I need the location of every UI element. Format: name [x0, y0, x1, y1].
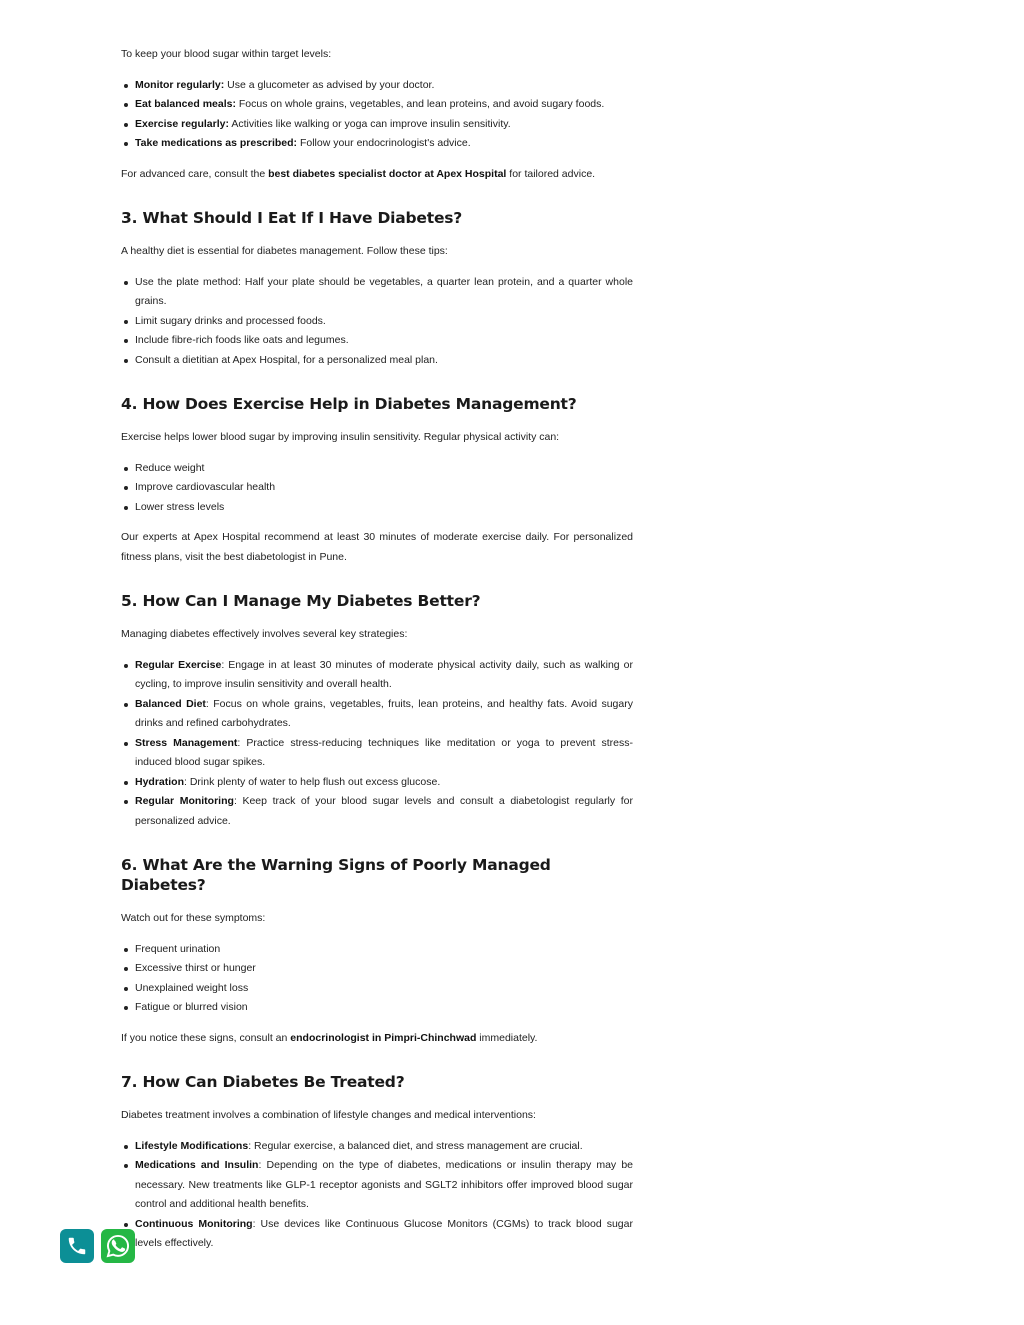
section-closing: If you notice these signs, consult an endocrinologist in Pimpri-Chinchwad immediately.	[121, 1031, 538, 1044]
list-item: Continuous Monitoring: Use devices like Continuous Glucose Monitors (CGMs) to track blood sugar levels effectively.	[135, 1215, 633, 1254]
list-item: Lower stress levels	[135, 498, 633, 518]
section-lead: Watch out for these symptoms:	[121, 912, 266, 924]
section-lead: Exercise helps lower blood sugar by improving insulin sensitivity. Regular physical activity can:	[121, 431, 560, 443]
whatsapp-button[interactable]	[101, 1229, 135, 1263]
diet-tips-list	[121, 273, 633, 371]
list-item: Excessive thirst or hunger	[135, 959, 633, 979]
list-item: Frequent urination	[135, 940, 633, 960]
specialist-link[interactable]: best diabetes specialist doctor at Apex Hospital	[268, 167, 507, 180]
list-item: Regular Monitoring: Keep track of your blood sugar levels and consult a diabetologist regularly for personalized advice.	[135, 792, 633, 831]
list-item: Medications and Insulin: Depending on the type of diabetes, medications or insulin therapy may be necessary. New treatments like GLP-1 receptor agonists and SGLT2 inhibitors offer improved blood sugar control and additional health benefits.	[135, 1156, 633, 1215]
list-item: Exercise regularly: Activities like walking or yoga can improve insulin sensitivity.	[135, 115, 633, 135]
section-heading: 5. How Can I Manage My Diabetes Better?	[121, 592, 481, 610]
section-heading: 6. What Are the Warning Signs of Poorly Managed Diabetes?	[121, 856, 551, 894]
list-item: Lifestyle Modifications: Regular exercise, a balanced diet, and stress management are crucial.	[135, 1137, 633, 1157]
list-item: Hydration: Drink plenty of water to help flush out excess glucose.	[135, 773, 633, 793]
treatment-list	[121, 1137, 633, 1254]
list-item: Unexplained weight loss	[135, 979, 633, 999]
section-closing: Our experts at Apex Hospital recommend at least 30 minutes of moderate exercise daily. For personalized fitness plans, visit the best diabetologist in Pune.	[121, 531, 633, 563]
list-item: Take medications as prescribed: Follow your endocrinologist's advice.	[135, 134, 633, 154]
section-heading: 3. What Should I Eat If I Have Diabetes?	[121, 209, 463, 227]
section-lead: Diabetes treatment involves a combination of lifestyle changes and medical interventions:	[121, 1109, 536, 1121]
section-lead: A healthy diet is essential for diabetes management. Follow these tips:	[121, 245, 448, 257]
list-item: Monitor regularly: Use a glucometer as advised by your doctor.	[135, 76, 633, 96]
warning-signs-list	[121, 940, 633, 1018]
list-item: Include fibre-rich foods like oats and legumes.	[135, 331, 633, 351]
section-heading: 4. How Does Exercise Help in Diabetes Management?	[121, 395, 577, 413]
phone-icon	[66, 1235, 88, 1257]
list-item: Fatigue or blurred vision	[135, 998, 633, 1018]
endocrinologist-link[interactable]: endocrinologist in Pimpri-Chinchwad	[290, 1031, 477, 1044]
strategies-list	[121, 656, 633, 832]
exercise-benefits-list	[121, 459, 633, 518]
intro-closing: For advanced care, consult the best diabetes specialist doctor at Apex Hospital for tailored advice.	[121, 167, 596, 180]
intro-lead: To keep your blood sugar within target levels:	[121, 48, 332, 60]
list-item: Regular Exercise: Engage in at least 30 minutes of moderate physical activity daily, such as walking or cycling, to improve insulin sensitivity and overall health.	[135, 656, 633, 695]
list-item: Balanced Diet: Focus on whole grains, vegetables, fruits, lean proteins, and healthy fats. Avoid sugary drinks and refined carbohydrates.	[135, 695, 633, 734]
list-item: Reduce weight	[135, 459, 633, 479]
intro-list	[121, 76, 633, 154]
list-item: Eat balanced meals: Focus on whole grains, vegetables, and lean proteins, and avoid sugary foods.	[135, 95, 633, 115]
article-body	[121, 45, 633, 1265]
section-lead: Managing diabetes effectively involves several key strategies:	[121, 628, 408, 640]
list-item: Consult a dietitian at Apex Hospital, for a personalized meal plan.	[135, 351, 633, 371]
list-item: Improve cardiovascular health	[135, 478, 633, 498]
call-button[interactable]	[60, 1229, 94, 1263]
whatsapp-icon	[104, 1232, 132, 1260]
list-item: Use the plate method: Half your plate should be vegetables, a quarter lean protein, and a quarter whole grains.	[135, 273, 633, 312]
section-heading: 7. How Can Diabetes Be Treated?	[121, 1073, 405, 1091]
list-item: Limit sugary drinks and processed foods.	[135, 312, 633, 332]
list-item: Stress Management: Practice stress-reducing techniques like meditation or yoga to prevent stress-induced blood sugar spikes.	[135, 734, 633, 773]
